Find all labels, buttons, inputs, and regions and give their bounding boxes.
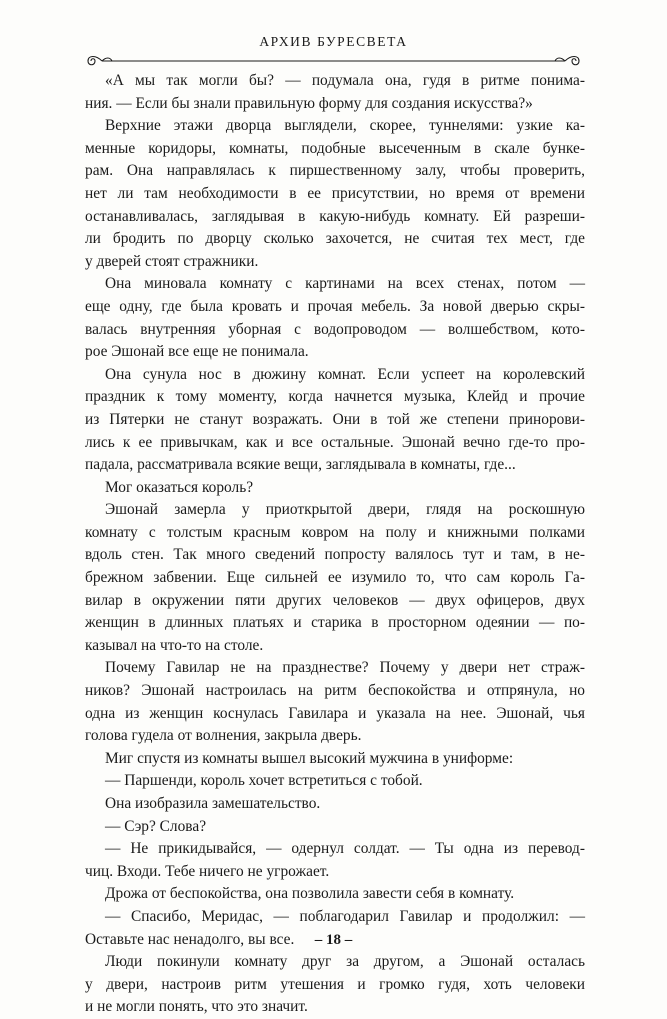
text-line: лись к ее привычкам, как и все остальные. Эшонай вечно где-то про- [85, 433, 585, 451]
text-line: голова гудела от волнения, закрыла дверь. [85, 727, 362, 745]
text-line: комнату с толстым красным ковром на полу и книжными полками [85, 523, 585, 541]
text-line: еще одну, где была кровать и прочая мебель. За новой дверью скры- [85, 297, 585, 315]
text-line: у двери, настроив ритм утешения и громко гудя, хоть человеки [85, 975, 585, 993]
ornamental-rule [82, 54, 585, 68]
text-line: Мог оказаться король? [105, 478, 254, 496]
running-header-title: АРХИВ БУРЕСВЕТА [259, 34, 408, 49]
text-line: Оставьте нас ненадолго, вы все. [85, 930, 295, 948]
body-text [85, 70, 585, 1019]
text-line: женщин в длинных платьях и старика в просторном одеянии — по- [85, 614, 585, 632]
text-line: чиц. Входи. Тебе ничего не угрожает. [85, 862, 330, 880]
text-line: Эшонай замерла у приоткрытой двери, глядя на роскошную [105, 501, 585, 519]
text-line: ния. — Если бы знали правильную форму для создания искусства?» [85, 94, 533, 112]
text-line: Почему Гавилар не на празднестве? Почему у двери нет страж- [105, 659, 585, 677]
text-line: падала, рассматривала всякие вещи, заглядывала в комнаты, где... [85, 456, 516, 474]
text-line: ли бродить по дворцу сколько захочется, не считая тех мест, где [85, 230, 585, 248]
text-line: вдоль стен. Так много сведений попросту валялось тут и там, в не- [85, 546, 585, 564]
text-line: казывал на что-то на столе. [85, 636, 264, 654]
text-line: — Сэр? Слова? [105, 817, 207, 835]
text-line: — Паршенди, король хочет встретиться с тобой. [105, 772, 423, 790]
text-line: праздник к тому моменту, когда начнется музыка, Клейд и прочие [85, 388, 585, 406]
text-line: брежном забвении. Еще сильней ее изумило то, что сам король Га- [85, 569, 585, 587]
text-line: — Не прикидывайся, — одернул солдат. — Ты одна из перевод- [105, 840, 585, 858]
text-line: из Пятерки не станут возражать. Они в той же степени принорови- [85, 410, 585, 428]
text-line: вилар в окружении пяти других человеков — двух офицеров, двух [85, 591, 585, 609]
page-number: – 18 – [314, 932, 353, 948]
text-line: Верхние этажи дворца выглядели, скорее, туннелями: узкие ка- [105, 117, 585, 135]
text-line: Она миновала комнату с картинами на всех стенах, потом — [105, 275, 585, 293]
text-line: Миг спустя из комнаты вышел высокий мужчина в униформе: [105, 749, 514, 767]
running-header [82, 32, 585, 68]
text-line: рам. Она направлялась к пиршественному залу, чтобы проверить, [85, 162, 585, 180]
text-line: менные коридоры, комнаты, подобные высеченным в скале бунке- [85, 139, 585, 157]
text-line: «А мы так могли бы? — подумала она, гудя в ритме понима- [105, 72, 585, 89]
text-line: — Спасибо, Меридас, — поблагодарил Гавилар и продолжил: — [105, 907, 585, 925]
text-line: рое Эшонай все еще не понимала. [85, 343, 309, 361]
text-line: Она сунула нос в дюжину комнат. Если успеет на королевский [105, 365, 585, 383]
text-line: и не могли понять, что это значит. [85, 998, 308, 1016]
text-line: валась внутренняя уборная с водопроводом — волшебством, кото- [85, 320, 585, 338]
text-line: ников? Эшонай настроилась на ритм беспокойства и отпрянула, но [85, 682, 585, 700]
text-line: одна из женщин коснулась Гавилара и указала на нее. Эшонай, чья [85, 704, 585, 722]
text-line: Она изобразила замешательство. [105, 795, 321, 812]
text-line: останавливалась, заглядывая в какую-нибудь комнату. Ей разреши- [85, 207, 585, 225]
text-line: Люди покинули комнату друг за другом, а Эшонай осталась [105, 953, 585, 971]
text-line: нет ли там необходимости в ее присутствии, но время от времени [85, 184, 585, 202]
text-line: у дверей стоят стражники. [85, 252, 259, 270]
text-line: Дрожа от беспокойства, она позволила завести себя в комнату. [105, 885, 515, 903]
